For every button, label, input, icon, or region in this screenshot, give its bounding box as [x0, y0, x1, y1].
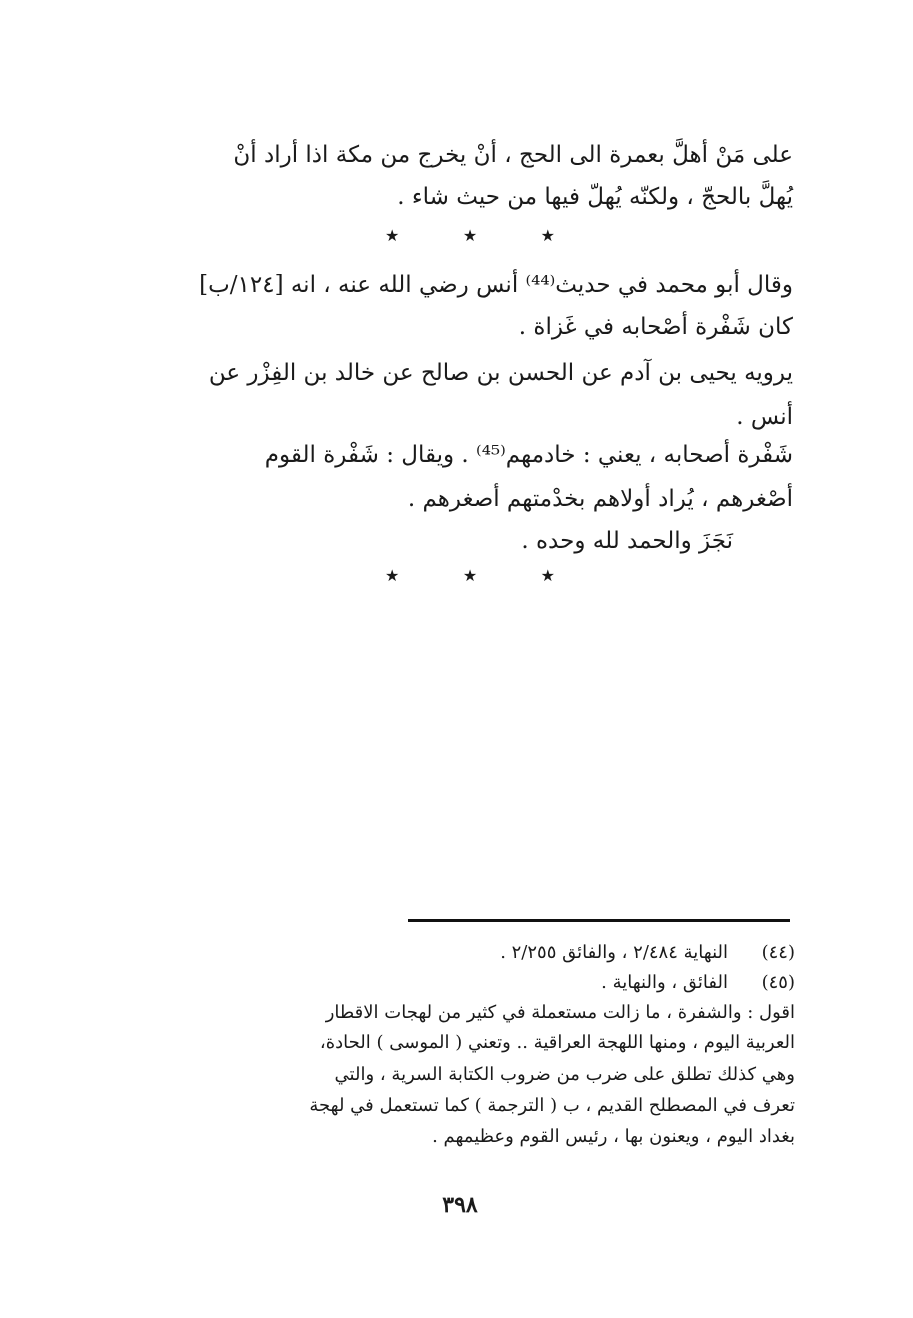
closing-line: نَجَزَ والحمد لله وحده . [521, 528, 733, 554]
para3-line2: أنس . [736, 404, 793, 430]
para2-line1: وقال أبو محمد في حديث⁽⁴⁴⁾ أنس رضي الله عنه ، انه [١٢٤/ب] [199, 272, 793, 298]
star-icon: ★ [540, 226, 555, 245]
footnote-45-number: (٤٥) [761, 972, 795, 993]
footnote-45-text: الفائق ، والنهاية . [601, 972, 728, 993]
para3-line1: يرويه يحيى بن آدم عن الحسن بن صالح عن خالد بن الفِزْر عن [208, 360, 793, 386]
section-separator-1 [385, 228, 555, 244]
footnote-note-line: تعرف في المصطلح القديم ، ب ( الترجمة ) كما تستعمل في لهجة [309, 1095, 795, 1116]
section-separator-2 [385, 568, 555, 584]
para1-line2: يُهلَّ بالحجّ ، ولكنّه يُهلّ فيها من حيث شاء . [397, 184, 793, 210]
star-icon: ★ [540, 566, 555, 585]
footnote-44-number: (٤٤) [761, 942, 795, 963]
star-icon: ★ [385, 566, 400, 585]
page-number: ٣٩٨ [442, 1192, 478, 1218]
footnote-note-line: اقول : والشفرة ، ما زالت مستعملة في كثير من لهجات الاقطار [325, 1002, 795, 1023]
para4-line2: أصْغرهم ، يُراد أولاهم بخدْمتهم أصغرهم . [407, 486, 793, 512]
footnote-note-line: العربية اليوم ، ومنها اللهجة العراقية .. وتعني ( الموسى ) الحادة، [319, 1032, 795, 1053]
para1-line1: على مَنْ أهلَّ بعمرة الى الحج ، أنْ يخرج من مكة اذا أراد أنْ [233, 142, 793, 168]
footnote-note-line: بغداد اليوم ، ويعنون بها ، رئيس القوم وعظيمهم . [432, 1126, 795, 1147]
para4-line1: شَفْرة أصحابه ، يعني : خادمهم⁽⁴⁵⁾ . ويقال : شَفْرة القوم [264, 442, 793, 468]
star-icon: ★ [462, 226, 478, 245]
para2-line2: كان شَفْرة أصْحابه في غَزاة . [518, 314, 793, 340]
star-icon: ★ [462, 566, 478, 585]
footnote-note-line: وهي كذلك تطلق على ضرب من ضروب الكتابة السرية ، والتي [334, 1064, 795, 1085]
footnote-44-text: النهاية ٢/٤٨٤ ، والفائق ٢/٢٥٥ . [500, 942, 728, 963]
star-icon: ★ [385, 226, 400, 245]
footnote-divider [408, 919, 790, 922]
